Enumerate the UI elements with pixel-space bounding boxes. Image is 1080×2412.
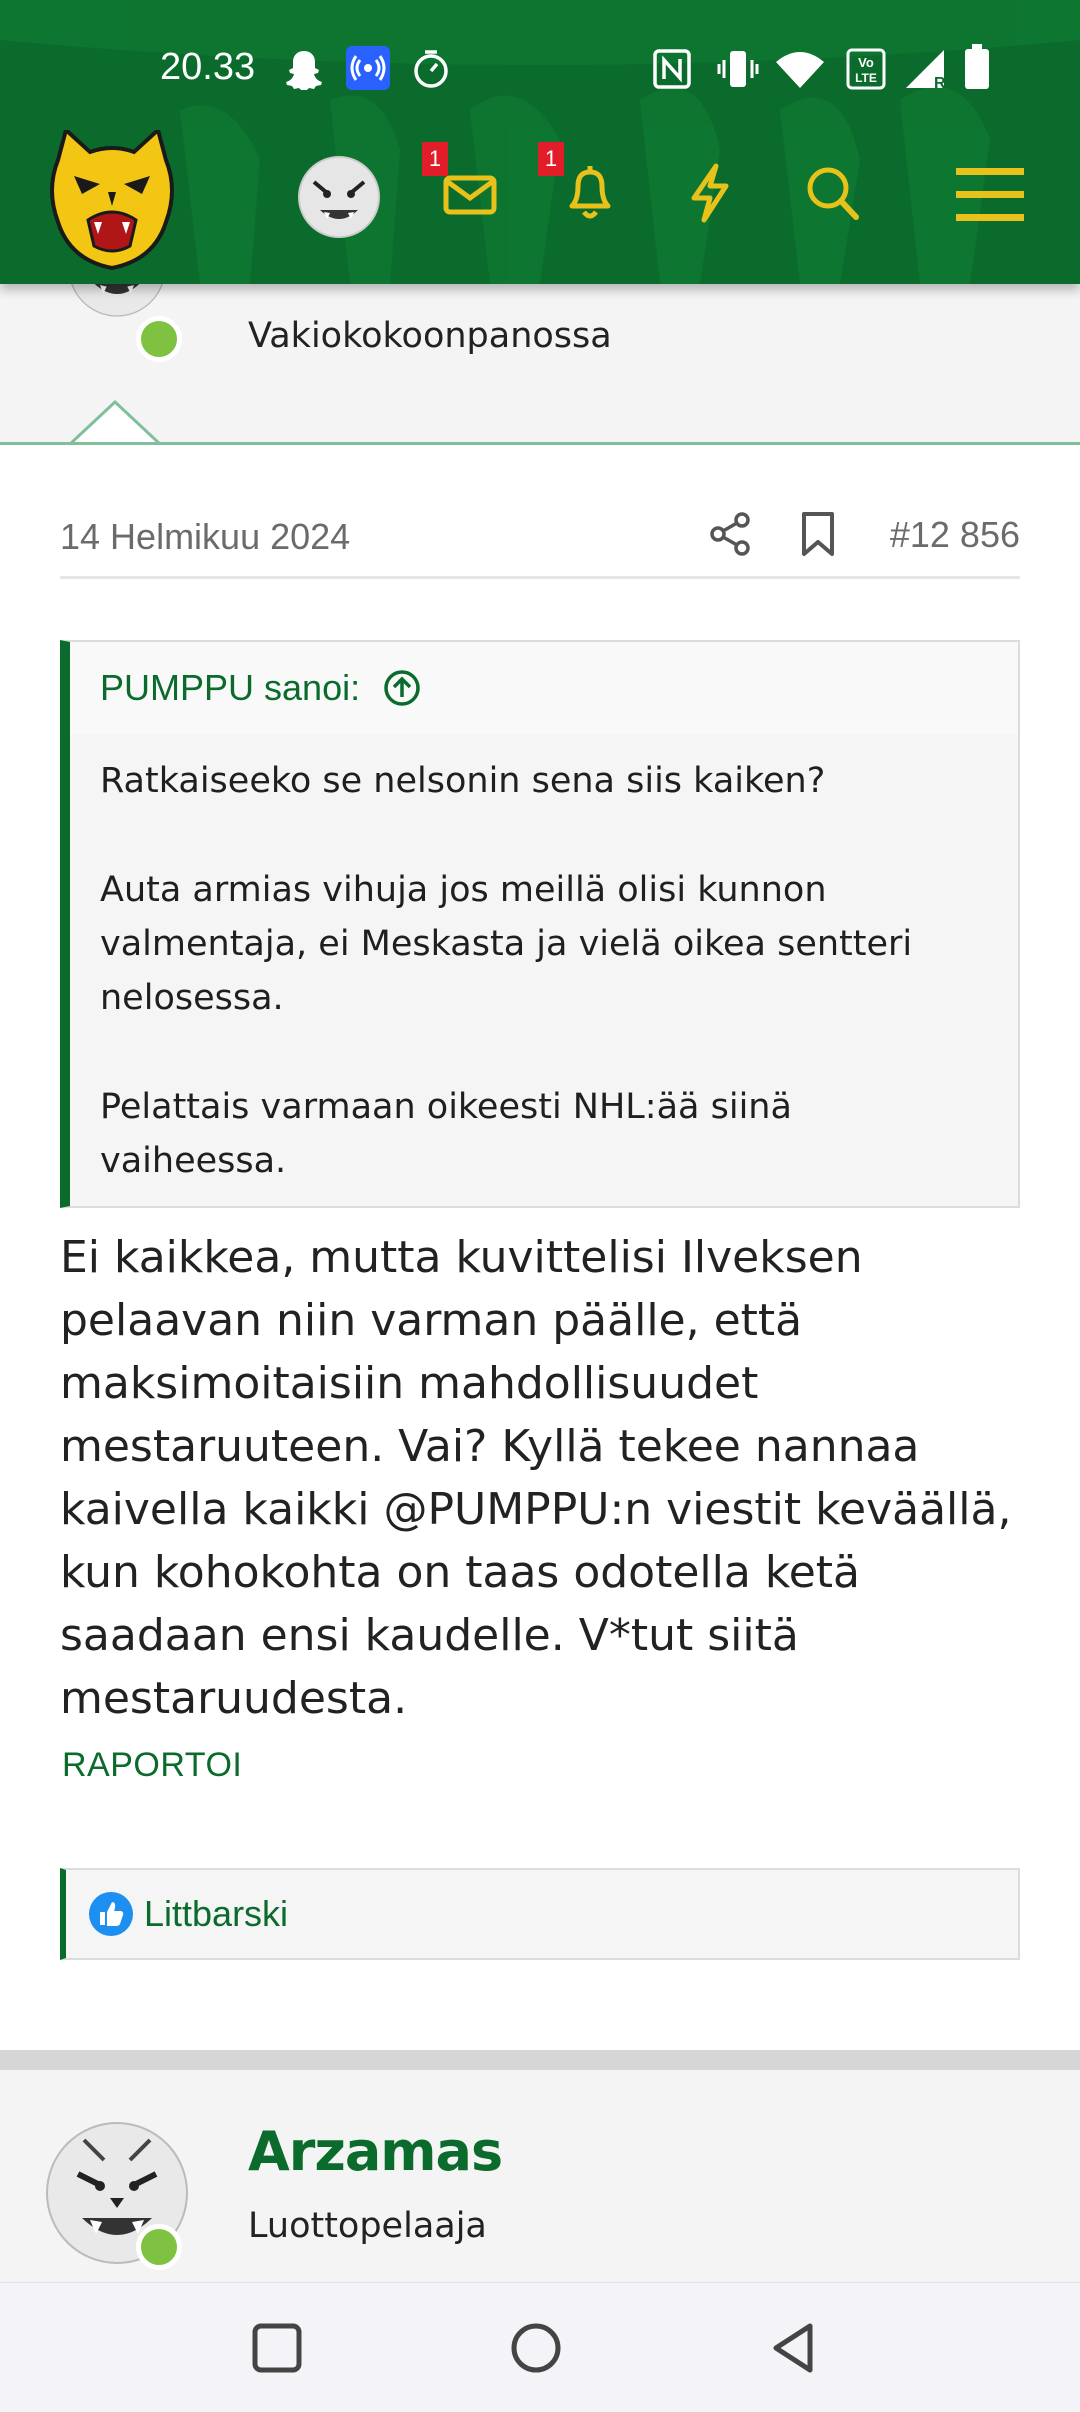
status-bar (0, 30, 1080, 110)
signal-icon (904, 48, 950, 92)
quote-paragraph: Ratkaiseeko se nelsonin sena siis kaiken? (100, 761, 826, 801)
search-icon (804, 164, 860, 222)
vibrate-icon (716, 48, 760, 90)
user-title: Vakiokokoonpanossa (248, 316, 612, 356)
bookmark-icon[interactable] (794, 510, 842, 558)
home-button[interactable] (504, 2316, 568, 2380)
timer-icon (410, 48, 452, 90)
meta-divider (60, 576, 1020, 579)
lightning-icon (686, 162, 734, 224)
next-post-author (0, 2070, 1080, 2282)
quote-header[interactable] (70, 642, 1018, 734)
wifi-icon (774, 48, 826, 90)
svg-text:Vo: Vo (858, 55, 874, 70)
whats-new-button[interactable] (686, 162, 734, 224)
snapchat-icon (284, 48, 324, 90)
messages-button[interactable] (428, 146, 498, 222)
site-header (0, 0, 1080, 284)
user-title: Luottopelaaja (248, 2206, 487, 2246)
menu-icon (954, 164, 1026, 226)
previous-post-author (0, 284, 1080, 444)
ilves-logo[interactable] (44, 130, 180, 270)
post-arrow-notch (70, 400, 160, 446)
quote-block (60, 640, 1020, 1208)
reaction-users[interactable]: Littbarski (144, 1893, 289, 1934)
quote-author: PUMPPU sanoi: (100, 667, 361, 708)
share-icon[interactable] (706, 510, 754, 558)
online-status-icon (136, 316, 182, 362)
lynx-avatar-icon (296, 154, 382, 240)
bell-icon (562, 162, 618, 222)
svg-text:R: R (934, 75, 946, 92)
hotspot-icon (346, 46, 390, 90)
recents-button[interactable] (245, 2316, 309, 2380)
report-link[interactable]: RAPORTOI (62, 1746, 243, 1784)
quote-paragraph: Auta armias vihuja jos meillä olisi kunnon valmentaja, ei Meskasta ja vielä oikea sentteri nelosessa. (100, 870, 913, 1018)
notifications-button[interactable] (544, 146, 618, 222)
clock: 20.33 (160, 46, 256, 88)
volte-icon (846, 48, 886, 90)
mail-icon (442, 166, 498, 222)
back-button[interactable] (762, 2316, 826, 2380)
post-divider (0, 442, 1080, 445)
quote-body (70, 734, 1018, 1188)
svg-text:LTE: LTE (855, 71, 877, 85)
online-status-icon (136, 2224, 182, 2270)
mail-badge: 1 (422, 142, 448, 176)
quote-paragraph: Pelattais varmaan oikeesti NHL:ää siinä vaiheessa. (100, 1087, 792, 1181)
post-date[interactable]: 14 Helmikuu 2024 (60, 516, 351, 557)
post-number[interactable]: #12 856 (889, 514, 1020, 555)
menu-button[interactable] (954, 164, 1026, 226)
battery-icon (964, 44, 990, 90)
reactions-bar[interactable] (60, 1868, 1020, 1960)
search-button[interactable] (804, 164, 860, 222)
thumbs-up-icon (88, 1891, 134, 1937)
system-navigation-bar (0, 2282, 1080, 2412)
post-separator (0, 2050, 1080, 2070)
post-meta (60, 510, 1020, 580)
arrow-up-circle-icon[interactable] (382, 668, 422, 708)
nfc-icon (652, 48, 692, 90)
notifications-badge: 1 (538, 142, 564, 176)
username[interactable]: Arzamas (248, 2120, 503, 2183)
post-body: Ei kaikkea, mutta kuvittelisi Ilveksen pelaavan niin varman päälle, että maksimoitaisiin mahdollisuudet mestaruuteen. Vai? Kyllä tekee nannaa kaivella kaikki @PUMPPU:n viestit keväällä, kun kohokohta on taas odotella ketä saadaan ensi kaudelle. V*tut siitä mestaruudesta. (60, 1232, 1012, 1724)
site-nav (0, 120, 1080, 280)
author-avatar[interactable] (44, 2120, 190, 2266)
user-avatar[interactable] (296, 154, 382, 240)
